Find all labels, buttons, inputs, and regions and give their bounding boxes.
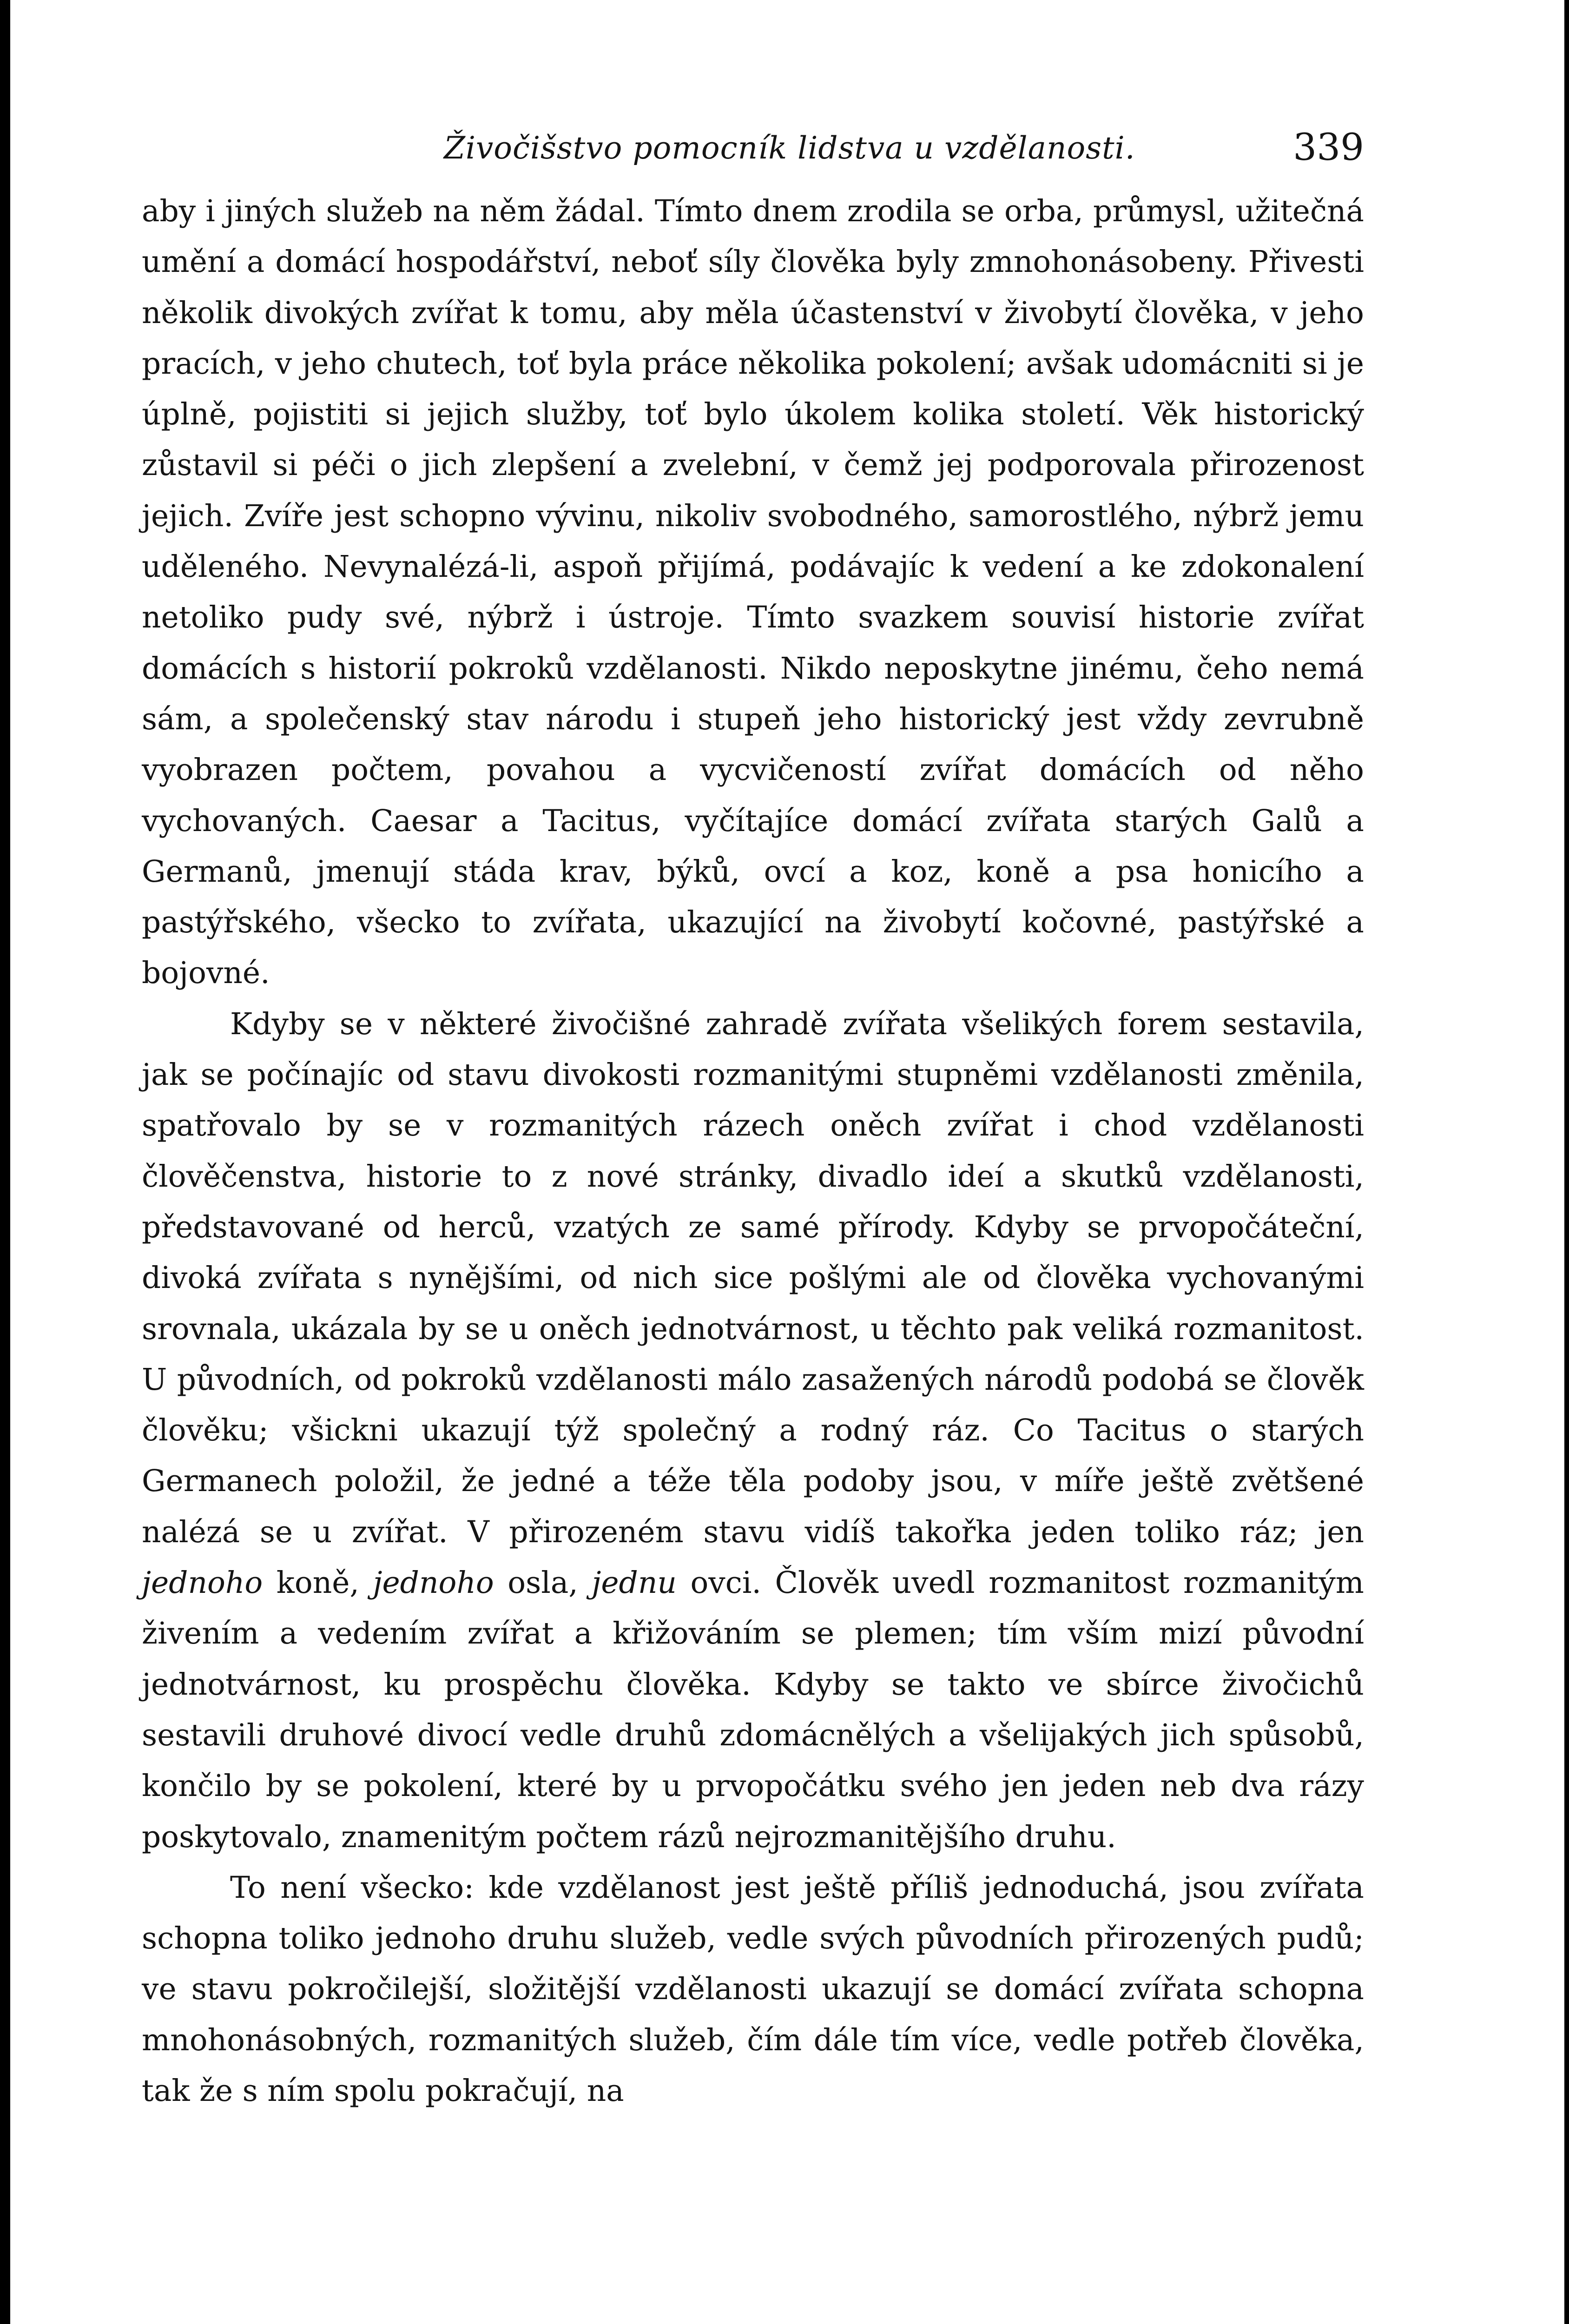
paragraph-3: To není všecko: kde vzdělanost jest ještě příliš jednoduchá, jsou zvířata schopna toliko jednoho druhu služeb, vedle svých původních přirozených pudů; ve stavu pokročilejší, složitější vzdělanosti ukazují se domácí zvířata schopna mnohonásobných, rozmanitých služeb, čím dále tím více, vedle potřeb člověka, tak že s ním spolu pokračují, na	[142, 1870, 1364, 2108]
paragraph-2	[142, 999, 1364, 1862]
emphasis-jednu: jednu	[592, 1565, 677, 1601]
scan-edge-right	[1564, 0, 1569, 2324]
paragraph-2-text-d: ovci. Člověk uvedl rozmanitost rozmanitým živením a vedením zvířat a křižováním se plemen; tím vším mizí původní jednotvárnost, ku prospěchu člověka. Kdyby se takto ve sbírce živočichů sestavili druhové divocí vedle druhů zdomácnělých a všelijakých jich spůsobů, končilo by se pokolení, které by u prvopočátku svého jen jeden neb dva rázy poskytovalo, znamenitým počtem rázů nejrozmanitějšího druhu.	[142, 1565, 1364, 1855]
paragraph-2-text-c: osla,	[508, 1565, 578, 1601]
page-number: 339	[1293, 125, 1364, 169]
book-page	[142, 116, 1364, 2116]
paragraph-1: aby i jiných služeb na něm žádal. Tímto dnem zrodila se orba, průmysl, užitečná umění a domácí hospodářství, neboť síly člověka byly zmnohonásobeny. Přivesti několik divokých zvířat k tomu, aby měla účastenství v živobytí člověka, v jeho pracích, v jeho chutech, toť byla práce několika pokolení; avšak udomácniti si je úplně, pojistiti si jejich služby, toť bylo úkolem kolika století. Věk historický zůstavil si péči o jich zlepšení a zvelební, v čemž jej podporovala přirozenost jejich. Zvíře jest schopno vývinu, nikoliv svobodného, samorostlého, nýbrž jemu uděleného. Nevynalézá-li, aspoň přijímá, podávajíc k vedení a ke zdokonalení netoliko pudy své, nýbrž i ústroje. Tímto svazkem souvisí historie zvířat domácích s historií pokroků vzdělanosti. Nikdo neposkytne jinému, čeho nemá sám, a společenský stav národu i stupeň jeho historický jest vždy zevrubně vyobrazen počtem, povahou a vycvičeností zvířat domácích od něho vychovaných. Caesar a Tacitus, vyčítajíce domácí zvířata starých Galů a Germanů, jmenují stáda krav, býků, ovcí a koz, koně a psa honicího a pastýřského, všecko to zvířata, ukazující na živobytí kočovné, pastýřské a bojovné.	[142, 194, 1364, 991]
paragraph-2-text-b: koně,	[276, 1565, 359, 1601]
running-head	[142, 116, 1364, 186]
body-text	[142, 186, 1364, 2116]
paragraph-2-text-a: Kdyby se v některé živočišné zahradě zvířata všelikých forem sestavila, jak se počínajíc od stavu divokosti rozmanitými stupněmi vzdělanosti změnila, spatřovalo by se v rozmanitých rázech oněch zvířat i chod vzdělanosti člověčenstva, historie to z nové stránky, divadlo ideí a skutků vzdělanosti, představované od herců, vzatých ze samé přírody. Kdyby se prvopočáteční, divoká zvířata s nynějšími, od nich sice pošlými ale od člověka vychovanými srovnala, ukázala by se u oněch jednotvárnost, u těchto pak veliká rozmanitost. U původních, od pokroků vzdělanosti málo zasažených národů podobá se člověk člověku; všickni ukazují týž společný a rodný ráz. Co Tacitus o starých Germanech položil, že jedné a téže těla podoby jsou, v míře ještě zvětšené nalézá se u zvířat. V přirozeném stavu vidíš takořka jeden toliko ráz; jen	[142, 1006, 1364, 1550]
running-title: Živočišstvo pomocník lidstva u vzdělanosti.	[444, 130, 1135, 166]
scan-edge-left	[0, 0, 10, 2324]
emphasis-jednoho-1: jednoho	[142, 1565, 263, 1601]
emphasis-jednoho-2: jednoho	[373, 1565, 494, 1601]
